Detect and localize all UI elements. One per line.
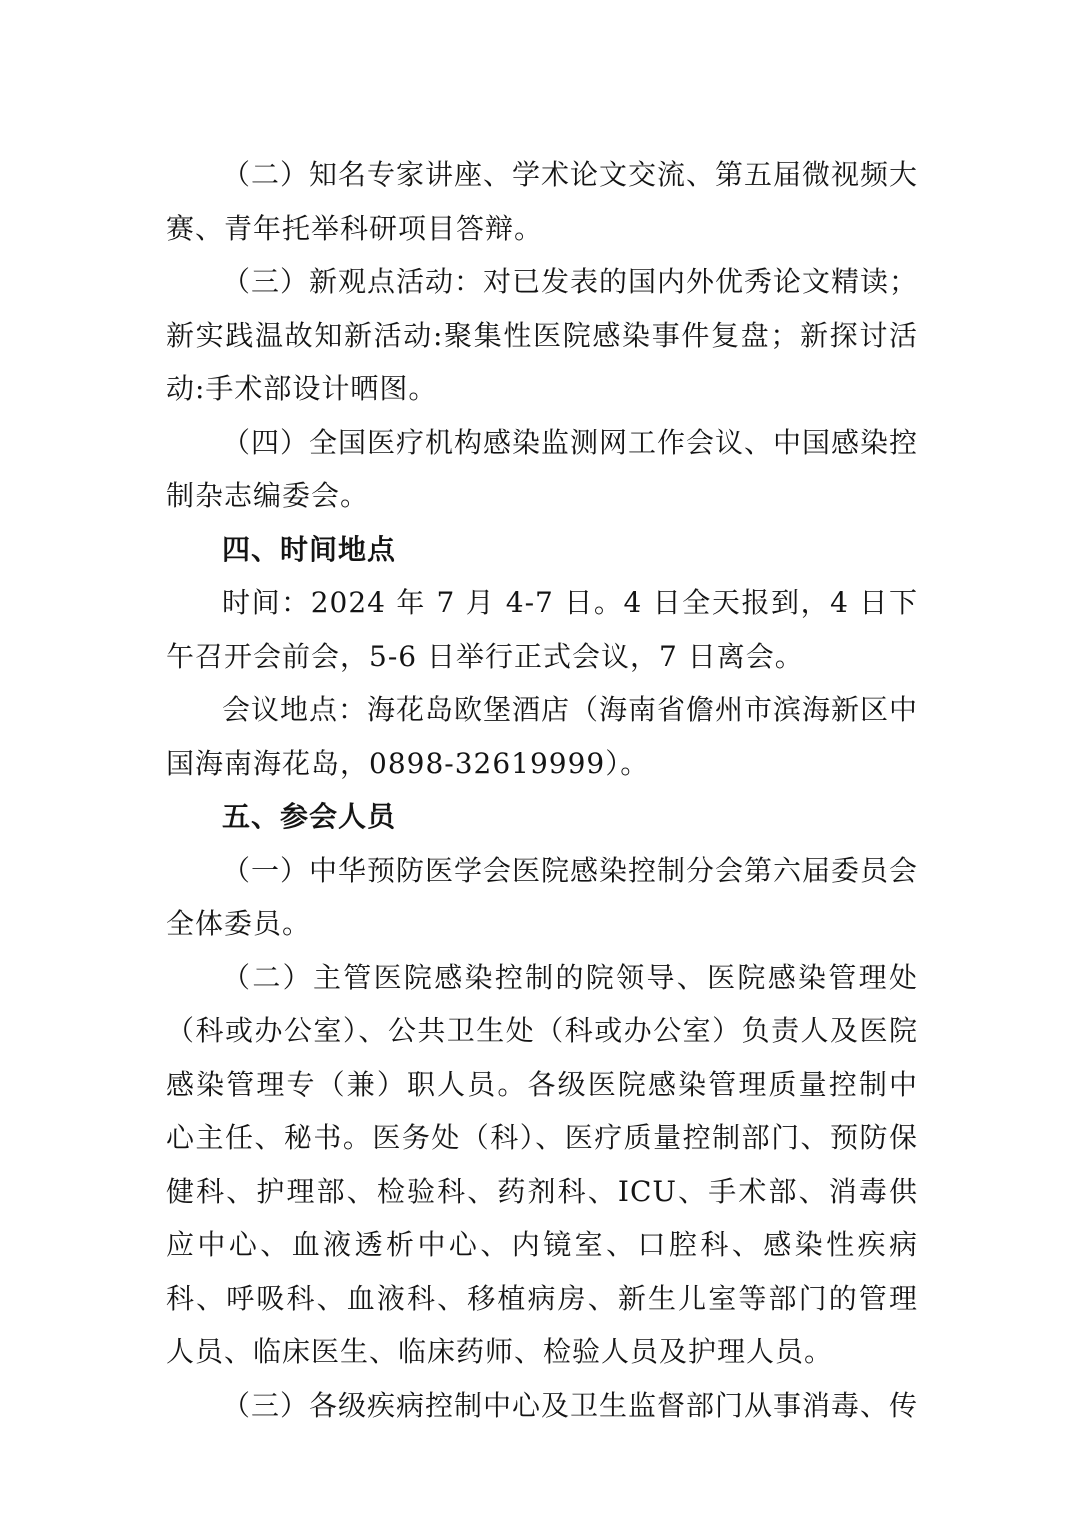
- paragraph-new-activities: （三）新观点活动：对已发表的国内外优秀论文精读；新实践温故知新活动:聚集性医院感染事件复盘；新探讨活动:手术部设计晒图。: [166, 265, 919, 405]
- paragraph-committee-members: （一）中华预防医学会医院感染控制分会第六届委员会全体委员。: [166, 853, 919, 940]
- paragraph-hospital-staff: （二）主管医院感染控制的院领导、医院感染管理处（科或办公室）、公共卫生处（科或办公室）负责人及医院感染管理专（兼）职人员。各级医院感染管理质量控制中心主任、秘书。医务处（科）、医疗质量控制部门、预防保健科、护理部、检验科、药剂科、ICU、手术部、消毒供应中心、血液透析中心、内镜室、口腔科、感染性疾病科、呼吸科、血液科、移植病房、新生儿室等部门的管理人员、临床医生、临床药师、检验人员及护理人员。: [166, 960, 918, 1368]
- section-heading-attendees: 五、参会人员: [222, 800, 397, 833]
- paragraph-cdc-staff: （三）各级疾病控制中心及卫生监督部门从事消毒、传: [222, 1388, 919, 1422]
- paragraph-lectures: （二）知名专家讲座、学术论文交流、第五届微视频大赛、青年托举科研项目答辩。: [166, 158, 919, 245]
- paragraph-time: 时间：2024 年 7 月 4-7 日。4 日全天报到，4 日下午召开会前会，5-6 日举行正式会议，7 日离会。: [166, 586, 918, 673]
- paragraph-venue: 会议地点：海花岛欧堡酒店（海南省儋州市滨海新区中国海南海花岛，0898-32619999）。: [166, 693, 919, 780]
- section-heading-time-place: 四、时间地点: [222, 532, 397, 566]
- paragraph-network-meeting: （四）全国医疗机构感染监测网工作会议、中国感染控制杂志编委会。: [166, 425, 919, 512]
- document-body: [166, 148, 918, 1432]
